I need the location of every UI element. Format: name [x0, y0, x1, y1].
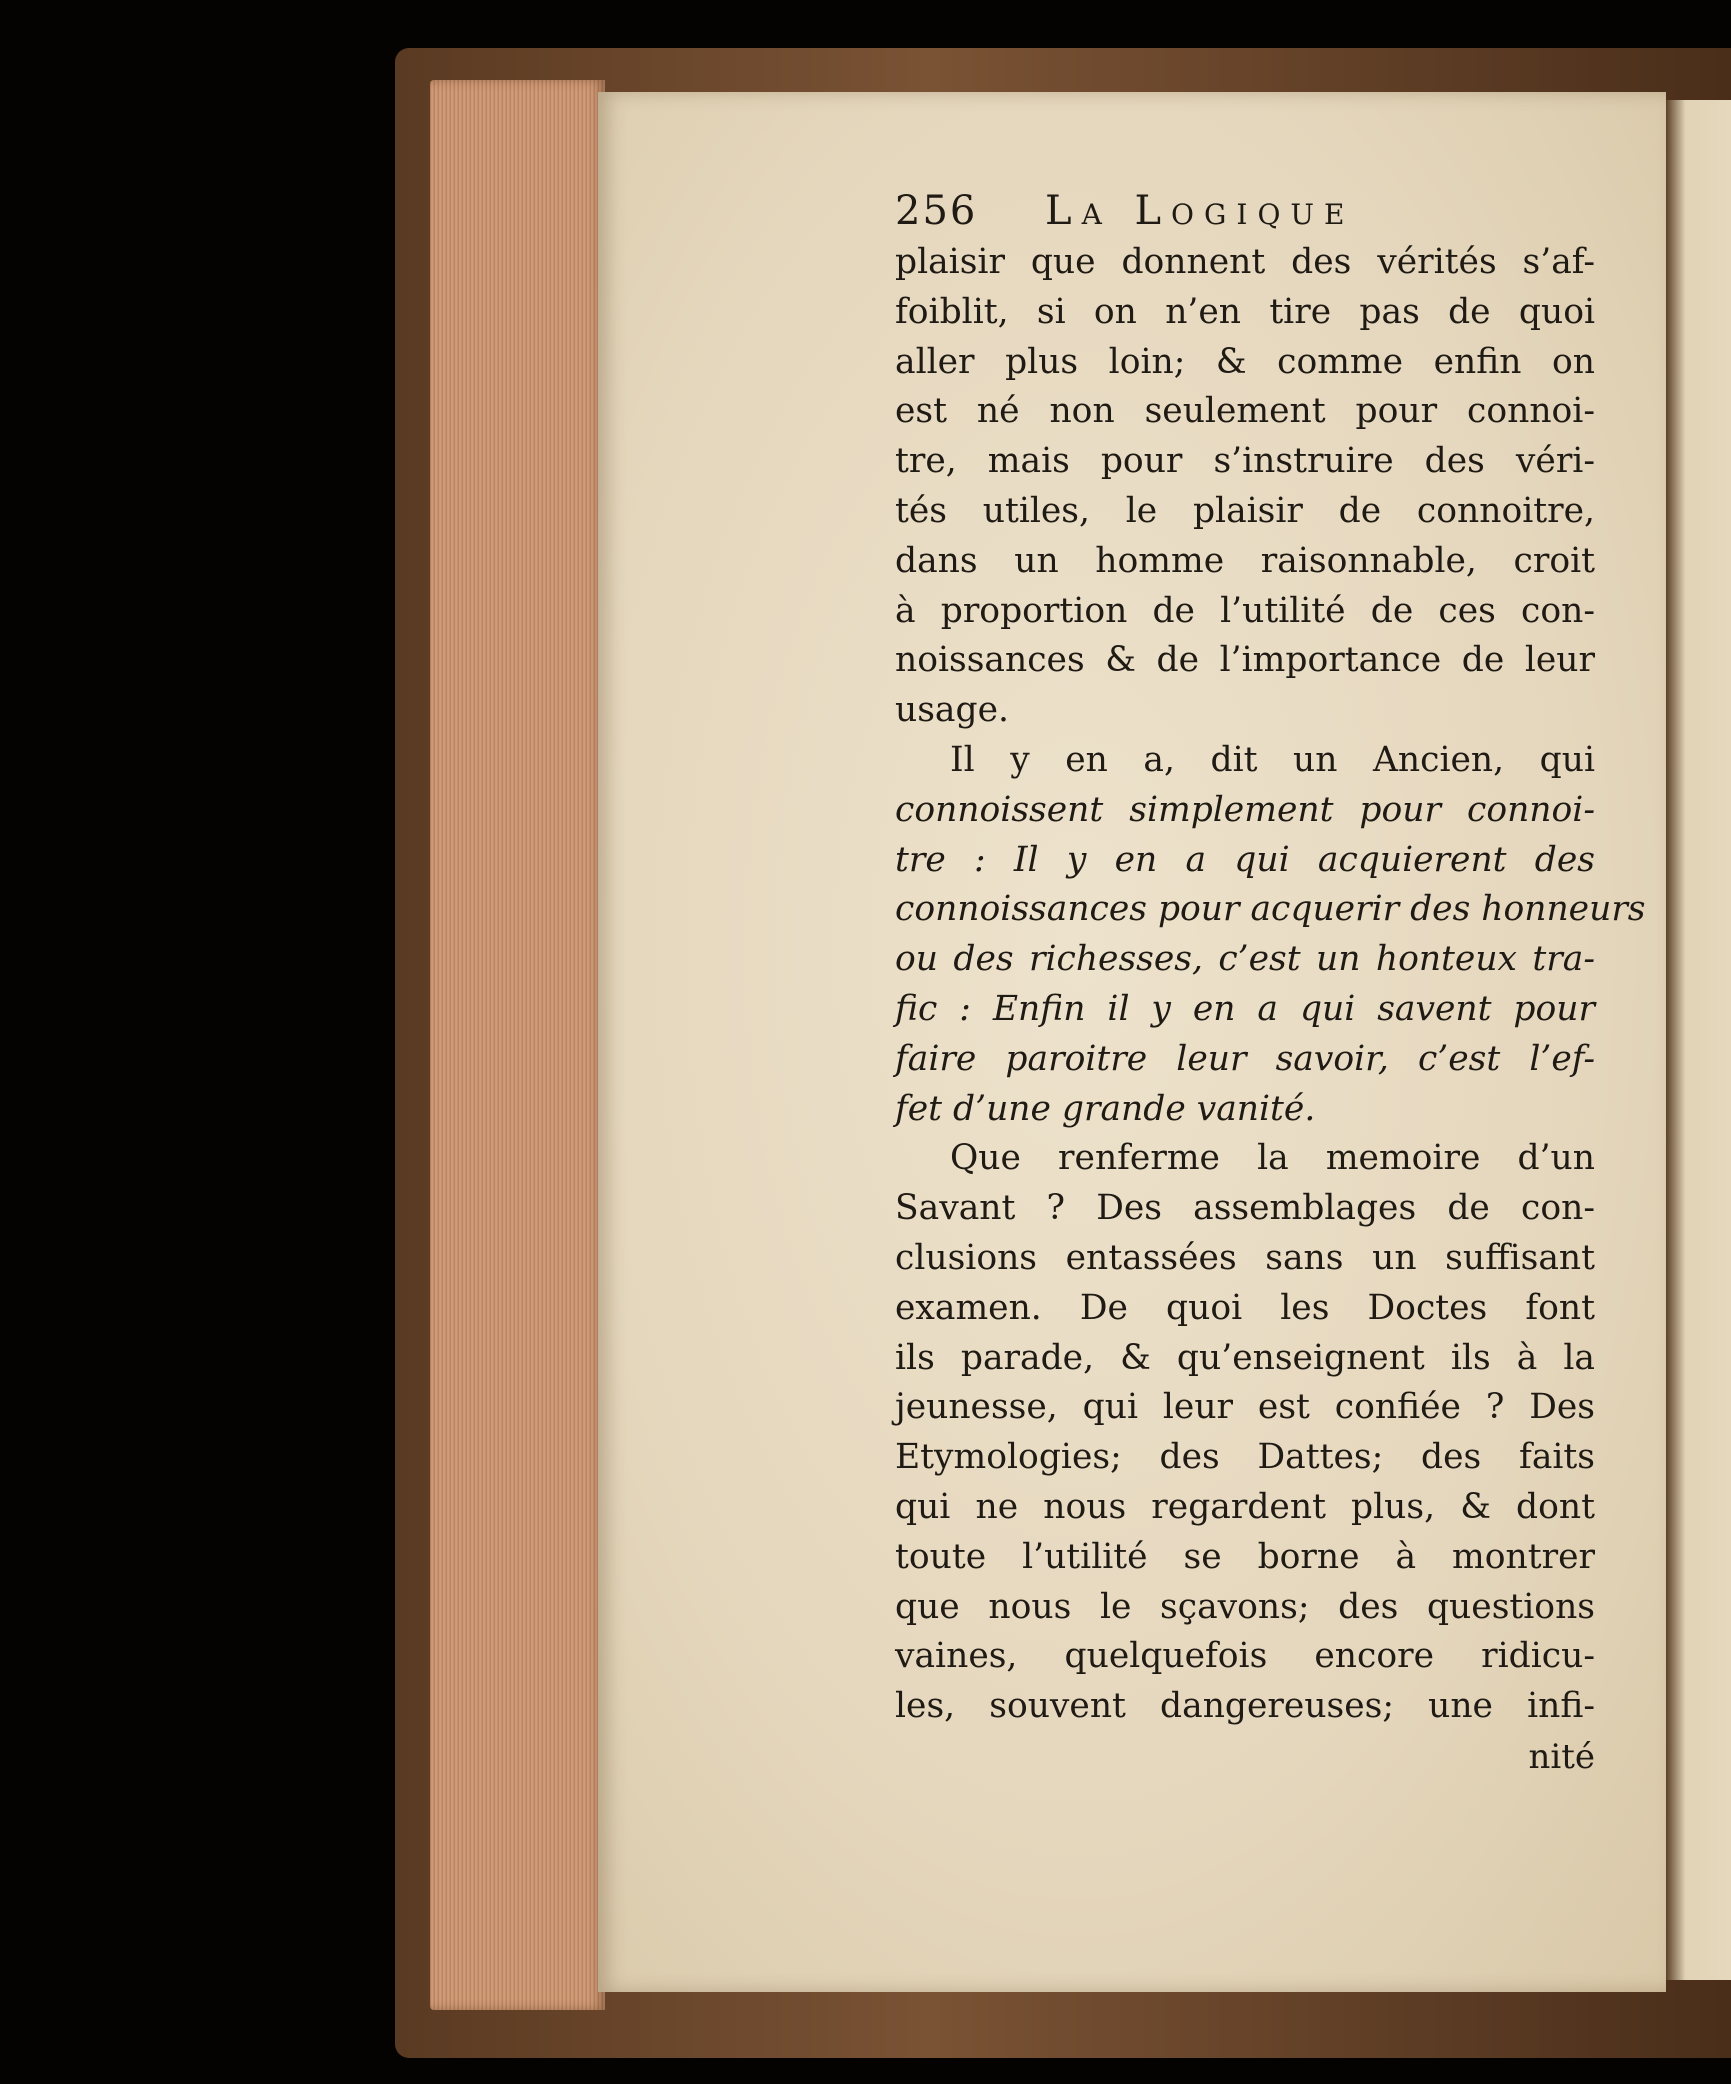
- quote-line: ou des richesses, c’est un honteux tra-: [895, 939, 1595, 980]
- page-number: 256: [895, 188, 978, 234]
- text-line: tés utiles, le plaisir de connoitre,: [895, 490, 1595, 531]
- quote-line: tre : Il y en a qui acquierent des: [895, 839, 1595, 880]
- running-header: [895, 188, 1595, 238]
- text-line: Etymologies; des Dattes; des faits: [895, 1437, 1595, 1478]
- quote-line: faire paroitre leur savoir, c’est l’ef-: [895, 1038, 1595, 1079]
- text-line: clusions entassées sans un suffisant: [895, 1237, 1595, 1278]
- text-line: que nous le sçavons; des questions: [895, 1586, 1595, 1627]
- text-line: qui ne nous regardent plus, & dont: [895, 1486, 1595, 1527]
- text-line: jeunesse, qui leur est confiée ? Des: [895, 1387, 1595, 1428]
- text-line: les, souvent dangereuses; une infi-: [895, 1686, 1595, 1727]
- page-text: [895, 188, 1646, 1780]
- catchword: nité: [1528, 1736, 1595, 1777]
- text-line: foiblit, si on n’en tire pas de quoi: [895, 291, 1595, 332]
- text-line: Savant ? Des assemblages de con-: [895, 1188, 1595, 1229]
- text-line: vaines, quelquefois encore ridicu-: [895, 1636, 1595, 1677]
- text-line: examen. De quoi les Doctes font: [895, 1287, 1595, 1328]
- running-title: La Logique: [1045, 188, 1355, 234]
- text-line: tre, mais pour s’instruire des véri-: [895, 441, 1595, 482]
- text-line: dans un homme raisonnable, croit: [895, 540, 1595, 581]
- text-line: à proportion de l’utilité de ces con-: [895, 590, 1595, 631]
- quote-line: connoissent simplement pour connoi-: [895, 789, 1595, 830]
- text-line: toute l’utilité se borne à montrer: [895, 1536, 1595, 1577]
- text-line: noissances & de l’importance de leur: [895, 640, 1595, 681]
- quote-line: fet d’une grande vanité.: [895, 1088, 1316, 1129]
- facing-page-edge: [1666, 100, 1731, 1980]
- text-line: Que renferme la memoire d’un: [950, 1138, 1595, 1179]
- text-line: usage.: [895, 690, 1009, 731]
- text-line: ils parade, & qu’enseignent ils à la: [895, 1337, 1595, 1378]
- text-line: plaisir que donnent des vérités s’af-: [895, 242, 1595, 282]
- text-line: aller plus loin; & comme enfin on: [895, 341, 1595, 382]
- text-line: est né non seulement pour connoi-: [895, 391, 1595, 432]
- page-edges: [430, 80, 605, 2010]
- quote-line: connoissances pour acquerir des honneurs: [895, 889, 1646, 930]
- quote-line: fic : Enfin il y en a qui savent pour: [895, 988, 1595, 1029]
- text-line: Il y en a, dit un Ancien, qui: [950, 739, 1595, 780]
